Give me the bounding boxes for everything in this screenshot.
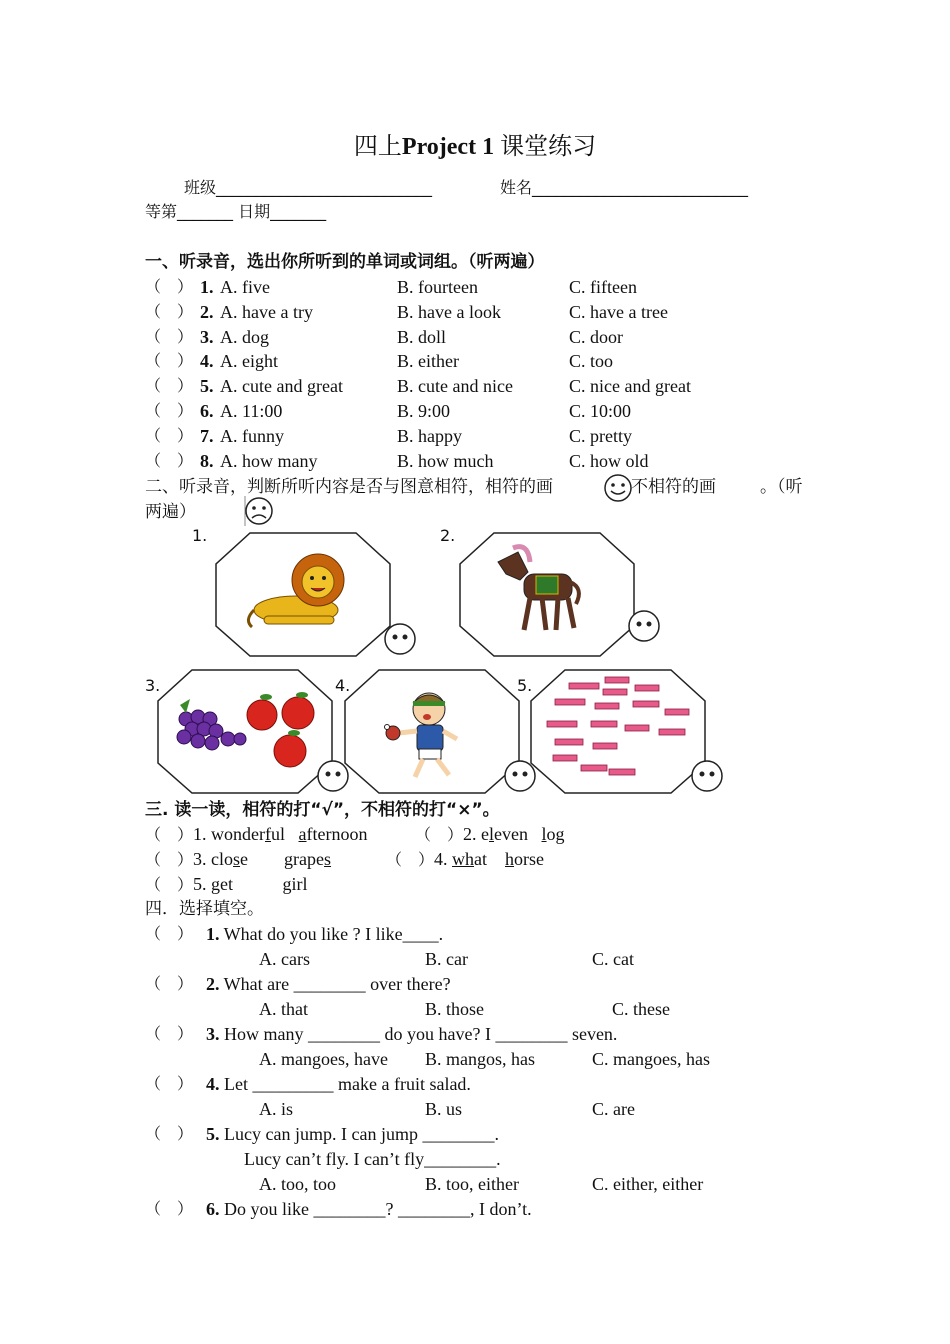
option-c: C. these [612, 999, 670, 1019]
question-number: 5. [200, 376, 214, 397]
question-text [206, 972, 451, 996]
blank-face-icon[interactable] [383, 622, 417, 656]
option-a: A. cars [259, 949, 310, 969]
answer-blank[interactable]: （ ） [145, 1024, 194, 1043]
option-c: C. fifteen [569, 277, 637, 297]
answer-blank[interactable]: （ ） [145, 376, 194, 396]
smiley-face-icon [603, 473, 633, 503]
word-wonderful: wonderful [211, 824, 286, 844]
answer-blank[interactable]: （ ） [145, 875, 194, 894]
option-a: A. too, too [259, 1174, 337, 1194]
answer-blank[interactable]: （ ） [145, 825, 194, 844]
option-b: B. mangos, has [425, 1049, 535, 1069]
option-b: B. doll [397, 326, 447, 347]
picture-lion [214, 532, 392, 658]
answer-blank[interactable]: （ ） [145, 924, 194, 943]
answer-blank[interactable]: （ ） [145, 401, 194, 420]
question-number: 3. [200, 326, 214, 347]
option-b: B. us [425, 1099, 463, 1119]
pic-number: 1. [192, 526, 208, 545]
option-c: C. pretty [569, 425, 632, 446]
part3-row-2b: （ ）4. what horse [386, 849, 545, 869]
question-number: 6. [206, 1199, 220, 1219]
option-b: B. have a look [397, 301, 501, 322]
word-log: log [541, 824, 565, 844]
question-number: 4. [206, 1074, 220, 1094]
option-a: A. dog [220, 326, 269, 347]
question-number: 3. [206, 1024, 220, 1044]
question-text [206, 1072, 471, 1096]
option-b: B. too, either [425, 1174, 519, 1194]
answer-blank[interactable]: （ ） [145, 850, 194, 869]
part3-heading: 三. 读一读，相符的打“√”，不相符的打“×”。 [145, 800, 500, 820]
answer-blank[interactable]: （ ） [145, 1074, 194, 1093]
picture-horse [458, 532, 636, 658]
part3-row-3: （ ）5. get girl [145, 874, 308, 894]
pic-number: 3. [145, 676, 161, 695]
option-a: A. is [259, 1099, 294, 1119]
name-field[interactable]: 姓名___________________________ [500, 178, 749, 197]
option-c: C. have a tree [569, 301, 668, 322]
answer-blank[interactable]: （ ） [386, 850, 435, 869]
question-body: Let _________ make a fruit salad. [219, 1074, 471, 1094]
answer-blank[interactable]: （ ） [145, 277, 194, 296]
question-text [206, 1122, 499, 1146]
question-text [206, 1022, 617, 1046]
option-b: B. cute and nice [397, 376, 513, 397]
part3-row-2: （ ）3. close grapes [145, 849, 332, 869]
question-body: What do you like ? I like____. [219, 924, 444, 944]
answer-blank[interactable]: （ ） [145, 1199, 194, 1218]
sad-face-icon [244, 496, 274, 526]
question-text [206, 1197, 532, 1221]
option-c: C. how old [569, 450, 649, 471]
part2-heading-b: 不相符的画 [631, 477, 716, 497]
question-body: Lucy can jump. I can jump ________. [219, 1124, 499, 1144]
question-number: 4. [200, 351, 214, 372]
pic-number: 4. [335, 676, 351, 695]
option-a: A. have a try [220, 301, 313, 322]
part3-row-1: （ ）1. wonderful afternoon [145, 824, 368, 844]
option-b: B. how much [397, 450, 494, 471]
question-body: How many ________ do you have? I ________ seven. [219, 1024, 618, 1044]
question-number: 5. [206, 1124, 220, 1144]
word-what: what [452, 849, 488, 869]
option-c: C. either, either [592, 1174, 704, 1194]
answer-blank[interactable]: （ ） [145, 974, 194, 993]
word-eleven: eleven [481, 824, 529, 844]
option-a: A. five [220, 277, 270, 297]
answer-blank[interactable]: （ ） [145, 301, 194, 321]
option-c: C. cat [592, 949, 634, 969]
question-number: 8. [200, 450, 214, 471]
picture-erasers [529, 669, 707, 795]
option-a: A. funny [220, 425, 284, 446]
picture-grapes-apples [156, 669, 334, 795]
question-number: 2. [206, 974, 220, 994]
blank-face-icon[interactable] [690, 759, 724, 793]
picture-table-tennis-boy [343, 669, 521, 795]
question-number: 1. [206, 924, 220, 944]
option-b: B. 9:00 [397, 401, 451, 421]
option-c: C. are [592, 1099, 635, 1119]
question-body: Do you like ________? ________, I don’t. [219, 1199, 532, 1219]
page-title: 四上Project 1 课堂练习 [353, 132, 597, 160]
word-afternoon: afternoon [298, 824, 368, 844]
option-c: C. mangoes, has [592, 1049, 710, 1069]
option-b: B. either [397, 351, 459, 372]
part2-heading-c: 。（听 [760, 477, 803, 497]
option-c: C. door [569, 326, 623, 347]
answer-blank[interactable]: （ ） [145, 326, 194, 346]
word-close: close [211, 849, 249, 869]
answer-blank[interactable]: （ ） [145, 1124, 194, 1143]
pic-number: 5. [517, 676, 533, 695]
question-number: 1. [200, 277, 214, 297]
option-b: B. fourteen [397, 277, 478, 297]
part2-heading: 二、听录音，判断所听内容是否与图意相符，相符的画 [145, 477, 553, 497]
option-c: C. too [569, 351, 614, 372]
answer-blank[interactable]: （ ） [145, 351, 194, 371]
word-get: get [211, 874, 234, 894]
option-c: C. 10:00 [569, 401, 632, 421]
word-horse: horse [505, 849, 545, 869]
pic-number: 2. [440, 526, 456, 545]
question-text [206, 922, 443, 946]
option-a: A. how many [220, 450, 318, 471]
class-field[interactable]: 班级___________________________ [184, 178, 433, 197]
blank-face-icon[interactable] [627, 609, 661, 643]
option-a: A. mangoes, have [259, 1049, 388, 1069]
part4-heading: 四．选择填空。 [145, 899, 264, 919]
part3-row-1b: （ ）2. eleven log [415, 824, 565, 844]
question-number: 7. [200, 425, 214, 446]
option-c: C. nice and great [569, 376, 691, 397]
option-b: B. car [425, 949, 468, 969]
answer-blank[interactable]: （ ） [145, 450, 194, 470]
answer-blank[interactable]: （ ） [415, 825, 464, 844]
word-grapes: grapes [284, 849, 332, 869]
question-number: 6. [200, 401, 214, 421]
option-b: B. happy [397, 425, 462, 446]
part1-heading: 一、听录音，选出你所听到的单词或词组。（听两遍） [145, 252, 545, 272]
option-a: A. cute and great [220, 376, 343, 397]
question-body: What are ________ over there? [219, 974, 451, 994]
option-a: A. eight [220, 351, 278, 372]
answer-blank[interactable]: （ ） [145, 425, 194, 445]
part2-heading-d: 两遍） [145, 502, 196, 522]
option-b: B. those [425, 999, 485, 1019]
word-girl: girl [282, 874, 308, 894]
question-body-line2: Lucy can’t fly. I can’t fly________. [244, 1149, 501, 1169]
option-a: A. 11:00 [220, 401, 283, 421]
grade-date-field[interactable]: 等第_______ 日期_______ [145, 202, 327, 221]
option-a: A. that [259, 999, 308, 1019]
question-number: 2. [200, 301, 214, 322]
